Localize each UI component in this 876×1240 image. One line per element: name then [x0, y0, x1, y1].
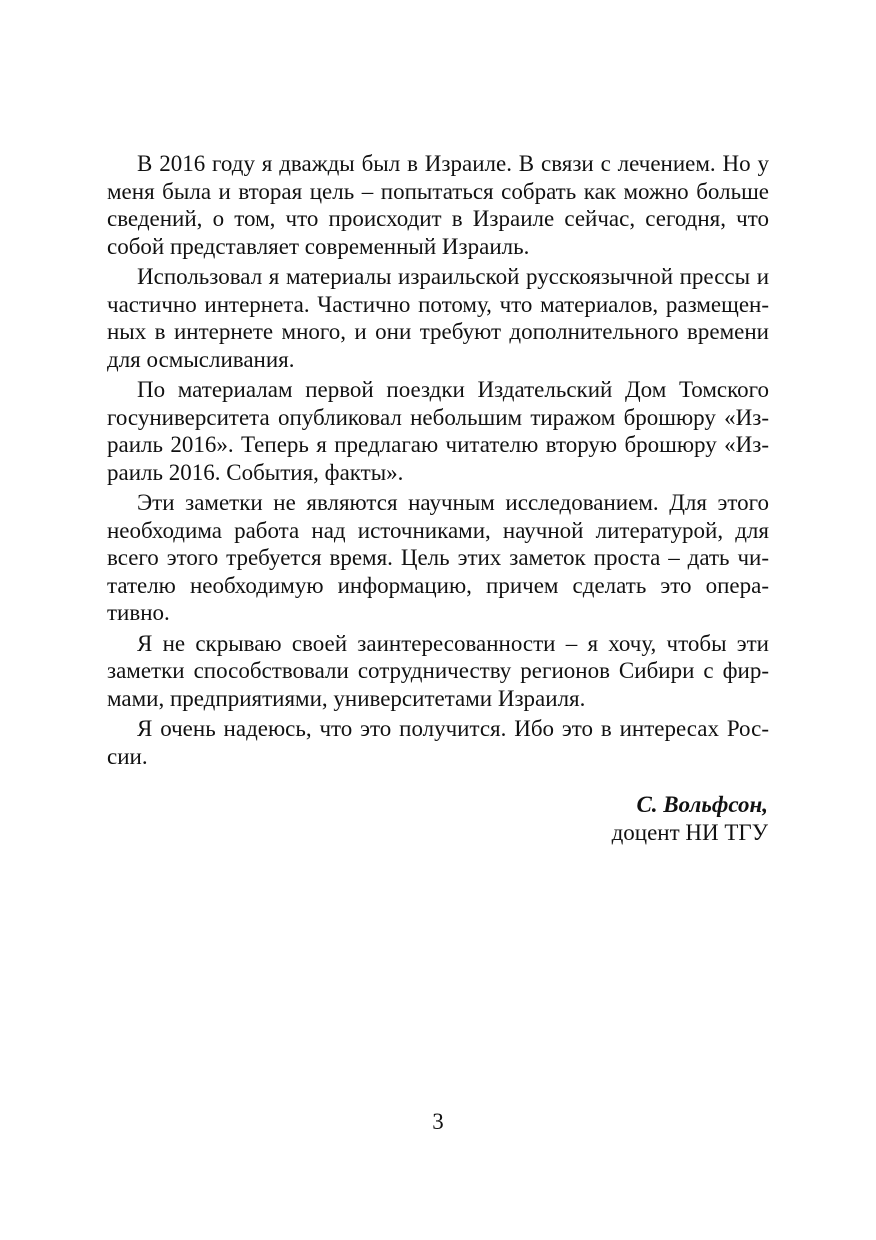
paragraph-4: [107, 489, 769, 627]
text-line: Я не скрываю своей заинтересованности – я хочу, чтобы эти: [137, 630, 769, 656]
text-line: сведений, о том, что происходит в Израиле сейчас, сегодня, что: [107, 206, 769, 231]
paragraph-5: [107, 630, 769, 713]
text-line: собой представляет современный Израиль.: [107, 233, 530, 259]
text-line: Эти заметки не являются научным исследованием. Для этого: [137, 490, 769, 515]
paragraph-2: [107, 263, 769, 373]
page-number: 3: [432, 1109, 444, 1134]
signature-block: [612, 791, 768, 847]
paragraph-1: [107, 150, 769, 260]
author-name: С. Вольфсон,: [636, 792, 768, 817]
text-line: По материалам первой поездки Издательский Дом Томского: [137, 377, 769, 402]
paragraph-6: [107, 715, 769, 770]
text-line: ных в интернете много, и они требуют дополнительного времени: [107, 319, 769, 344]
text-line: тивно.: [107, 600, 170, 625]
text-line: мами, предприятиями, университетами Израиля.: [107, 685, 586, 711]
text-line: Я очень надеюсь, что это получится. Ибо это в интересах Рос-: [137, 716, 769, 741]
text-line: раиль 2016». Теперь я предлагаю читателю вторую брошюру «Из-: [107, 432, 769, 457]
text-line: госуниверситета опубликовал небольшим тиражом брошюру «Из-: [107, 404, 769, 430]
text-line: Использовал я материалы израильской русскоязычной прессы и: [137, 264, 769, 289]
text-line: необходима работа над источниками, научной литературой, для: [107, 517, 769, 543]
text-line: В 2016 году я дважды был в Израиле. В связи с лечением. Но у: [137, 151, 769, 176]
text-line: заметки способствовали сотрудничеству регионов Сибири с фир-: [107, 658, 769, 683]
text-line: тателю необходимую информацию, причем сделать это опера-: [107, 572, 769, 598]
text-line: меня была и вторая цель – попытаться собрать как можно больше: [107, 178, 769, 204]
author-title: доцент НИ ТГУ: [611, 820, 768, 845]
text-line: всего этого требуется время. Цель этих заметок проста – дать чи-: [107, 545, 769, 570]
paragraph-3: [107, 376, 769, 486]
text-line: частично интернета. Частично потому, что материалов, размещен-: [107, 291, 769, 317]
body-text: [107, 150, 769, 773]
text-line: раиль 2016. События, факты».: [107, 459, 404, 485]
text-line: для осмысливания.: [107, 346, 295, 372]
text-line: сии.: [107, 743, 148, 769]
